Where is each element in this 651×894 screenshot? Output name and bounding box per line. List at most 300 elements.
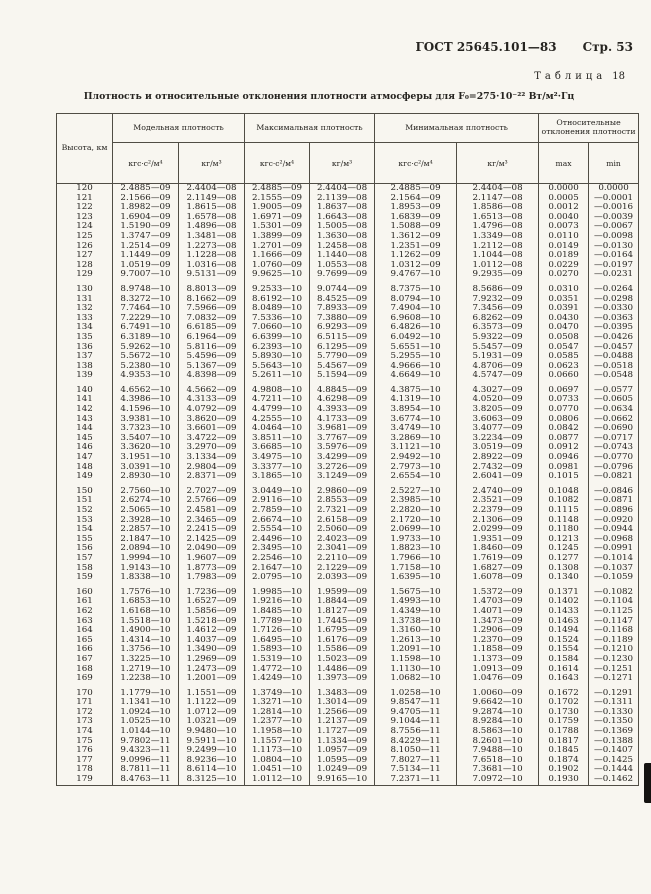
value-cell: 8.9284—10 xyxy=(457,717,539,727)
value-cell: 2.2857—10 xyxy=(113,525,179,535)
value-cell: 0.1115 xyxy=(539,506,589,516)
value-cell: 3.2970—09 xyxy=(179,443,245,453)
height-cell: 140 xyxy=(57,386,113,396)
value-cell: —0.1291 xyxy=(589,689,639,699)
value-cell: 0.1308 xyxy=(539,564,589,574)
value-cell: 0.0770 xyxy=(539,405,589,415)
value-cell: 9.8547—11 xyxy=(375,698,457,708)
value-cell: 8.3125—10 xyxy=(179,775,245,785)
value-cell: 1.2458—08 xyxy=(310,242,375,252)
value-cell: 1.2514—09 xyxy=(113,242,179,252)
value-cell: 1.4772—10 xyxy=(245,665,310,675)
value-cell: 4.1319—10 xyxy=(375,395,457,405)
table-row xyxy=(57,386,639,396)
value-cell: 1.3490—09 xyxy=(179,645,245,655)
value-cell: 8.4229—11 xyxy=(375,737,457,747)
value-cell: 1.4037—09 xyxy=(179,636,245,646)
value-cell: 2.5065—10 xyxy=(113,506,179,516)
value-cell: 2.5227—10 xyxy=(375,487,457,497)
value-cell: 2.8371—09 xyxy=(179,472,245,482)
value-cell: 2.4496—10 xyxy=(245,535,310,545)
table-row xyxy=(57,487,639,497)
value-cell: 3.4077—09 xyxy=(457,424,539,434)
value-cell: 0.1463 xyxy=(539,617,589,627)
value-cell: 9.7699—09 xyxy=(310,270,375,280)
value-cell: —0.0330 xyxy=(589,304,639,314)
value-cell: 2.9116—10 xyxy=(245,496,310,506)
value-cell: —0.1104 xyxy=(589,597,639,607)
height-cell: 148 xyxy=(57,463,113,473)
value-cell: 1.0519—09 xyxy=(113,261,179,271)
value-cell: 5.8930—10 xyxy=(245,352,310,362)
value-cell: 1.5218—09 xyxy=(179,617,245,627)
value-cell: 2.0299—09 xyxy=(457,525,539,535)
value-cell: 1.7126—10 xyxy=(245,626,310,636)
value-cell: 7.8027—11 xyxy=(375,756,457,766)
value-cell: 5.4596—09 xyxy=(179,352,245,362)
value-cell: 3.7323—10 xyxy=(113,424,179,434)
value-cell: 0.1082 xyxy=(539,496,589,506)
value-cell: 4.0520—09 xyxy=(457,395,539,405)
value-cell: 0.1433 xyxy=(539,607,589,617)
value-cell: 0.1584 xyxy=(539,655,589,665)
value-cell: 3.0519—09 xyxy=(457,443,539,453)
value-cell: —0.0846 xyxy=(589,487,639,497)
value-cell: 5.5643—10 xyxy=(245,362,310,372)
value-cell: 9.2874—10 xyxy=(457,708,539,718)
value-cell: 9.6642—10 xyxy=(457,698,539,708)
value-cell: 1.6578—08 xyxy=(179,213,245,223)
value-cell: 0.1245 xyxy=(539,544,589,554)
value-cell: 2.2379—09 xyxy=(457,506,539,516)
height-cell: 175 xyxy=(57,737,113,747)
value-cell: 4.9353—10 xyxy=(113,371,179,381)
table-row xyxy=(57,232,639,242)
value-cell: 0.0585 xyxy=(539,352,589,362)
value-cell: 2.2415—09 xyxy=(179,525,245,535)
value-cell: 1.0249—09 xyxy=(310,765,375,775)
value-cell: 2.9860—09 xyxy=(310,487,375,497)
value-cell: 1.2112—08 xyxy=(457,242,539,252)
group-header-model-density: Модельная плотность xyxy=(113,114,245,143)
value-cell: 9.7007—10 xyxy=(113,270,179,280)
table-row xyxy=(57,472,639,482)
value-cell: 1.0913—09 xyxy=(457,665,539,675)
table-row xyxy=(57,333,639,343)
table-row xyxy=(57,588,639,598)
value-cell: 1.0312—09 xyxy=(375,261,457,271)
value-cell: 5.1367—09 xyxy=(179,362,245,372)
value-cell: 1.2137—09 xyxy=(310,717,375,727)
value-cell: 1.3747—09 xyxy=(113,232,179,242)
value-cell: —0.0039 xyxy=(589,213,639,223)
height-cell: 171 xyxy=(57,698,113,708)
table-row xyxy=(57,194,639,204)
value-cell: 2.2820—10 xyxy=(375,506,457,516)
value-cell: 1.3014—09 xyxy=(310,698,375,708)
value-cell: 7.9488—10 xyxy=(457,746,539,756)
value-cell: 2.5060—09 xyxy=(310,525,375,535)
table-row xyxy=(57,443,639,453)
table-row xyxy=(57,261,639,271)
unit-header-kgf: кгс·с²/м⁴ xyxy=(245,143,310,184)
value-cell: 3.4975—10 xyxy=(245,453,310,463)
height-cell: 178 xyxy=(57,765,113,775)
value-cell: 2.1139—08 xyxy=(310,194,375,204)
height-cell: 120 xyxy=(57,184,113,194)
value-cell: 1.0321—09 xyxy=(179,717,245,727)
value-cell: 0.1930 xyxy=(539,775,589,785)
value-cell: 1.6513—08 xyxy=(457,213,539,223)
value-cell: 1.6495—10 xyxy=(245,636,310,646)
table-row xyxy=(57,463,639,473)
table-row xyxy=(57,698,639,708)
value-cell: 9.9165—10 xyxy=(310,775,375,785)
value-cell: 1.8615—08 xyxy=(179,203,245,213)
value-cell: 1.0957—09 xyxy=(310,746,375,756)
value-cell: 0.1180 xyxy=(539,525,589,535)
value-cell: 1.8127—09 xyxy=(310,607,375,617)
value-cell: 1.7576—10 xyxy=(113,588,179,598)
value-cell: 4.3875—10 xyxy=(375,386,457,396)
value-cell: —0.0662 xyxy=(589,415,639,425)
value-cell: 1.3899—09 xyxy=(245,232,310,242)
value-cell: 1.1228—08 xyxy=(179,251,245,261)
value-cell: 0.0073 xyxy=(539,222,589,232)
value-cell: 1.1122—09 xyxy=(179,698,245,708)
value-cell: 2.1149—08 xyxy=(179,194,245,204)
value-cell: 2.8922—09 xyxy=(457,453,539,463)
page-number: Стр. 53 xyxy=(582,40,633,54)
value-cell: 9.4705—11 xyxy=(375,708,457,718)
value-cell: 1.2613—10 xyxy=(375,636,457,646)
value-cell: 1.8485—10 xyxy=(245,607,310,617)
value-cell: 8.9748—10 xyxy=(113,285,179,295)
value-cell: 1.2701—09 xyxy=(245,242,310,252)
value-cell: 1.2351—09 xyxy=(375,242,457,252)
height-cell: 128 xyxy=(57,261,113,271)
table-title: Плотность и относительные отклонения плотности атмосферы для F₀=275·10⁻²² Вт/м²·Гц xyxy=(83,91,575,102)
value-cell: 7.6518—10 xyxy=(457,756,539,766)
value-cell: 7.3681—10 xyxy=(457,765,539,775)
value-cell: 1.4703—09 xyxy=(457,597,539,607)
height-cell: 165 xyxy=(57,636,113,646)
value-cell: 3.0391—10 xyxy=(113,463,179,473)
value-cell: 7.3880—09 xyxy=(310,314,375,324)
table-row xyxy=(57,285,639,295)
value-cell: 2.1847—10 xyxy=(113,535,179,545)
value-cell: 2.4404—08 xyxy=(310,184,375,194)
value-cell: 6.9608—10 xyxy=(375,314,457,324)
height-cell: 154 xyxy=(57,525,113,535)
height-cell: 147 xyxy=(57,453,113,463)
value-cell: 1.6904—09 xyxy=(113,213,179,223)
value-cell: 3.9381—10 xyxy=(113,415,179,425)
value-cell: 0.0912 xyxy=(539,443,589,453)
value-cell: 0.1048 xyxy=(539,487,589,497)
value-cell: 1.0112—10 xyxy=(245,775,310,785)
value-cell: 1.9005—09 xyxy=(245,203,310,213)
height-cell: 129 xyxy=(57,270,113,280)
value-cell: 1.4486—09 xyxy=(310,665,375,675)
value-cell: 4.5662—09 xyxy=(179,386,245,396)
value-cell: 7.2229—10 xyxy=(113,314,179,324)
value-cell: —0.1425 xyxy=(589,756,639,766)
value-cell: 1.3749—10 xyxy=(245,689,310,699)
value-cell: 6.0492—10 xyxy=(375,333,457,343)
value-cell: 1.1779—10 xyxy=(113,689,179,699)
value-cell: 9.4323—11 xyxy=(113,746,179,756)
value-cell: 9.9480—10 xyxy=(179,727,245,737)
table-row xyxy=(57,737,639,747)
value-cell: 1.6839—09 xyxy=(375,213,457,223)
value-cell: 7.8933—09 xyxy=(310,304,375,314)
table-row xyxy=(57,496,639,506)
value-cell: —0.0298 xyxy=(589,295,639,305)
value-cell: 3.9681—09 xyxy=(310,424,375,434)
value-cell: 1.8637—08 xyxy=(310,203,375,213)
value-cell: —0.0968 xyxy=(589,535,639,545)
value-cell: 7.5134—11 xyxy=(375,765,457,775)
height-cell: 123 xyxy=(57,213,113,223)
value-cell: 0.0430 xyxy=(539,314,589,324)
value-cell: 1.2238—10 xyxy=(113,674,179,684)
value-cell: 1.6395—10 xyxy=(375,573,457,583)
value-cell: —0.1444 xyxy=(589,765,639,775)
value-cell: 0.1015 xyxy=(539,472,589,482)
value-cell: 1.0595—09 xyxy=(310,756,375,766)
group-header-relative-deviations: Относительные отклонения плотности xyxy=(539,114,639,143)
value-cell: 1.2566—09 xyxy=(310,708,375,718)
value-cell: 2.2110—09 xyxy=(310,554,375,564)
value-cell: 0.0000 xyxy=(589,184,639,194)
value-cell: 1.0112—08 xyxy=(457,261,539,271)
value-cell: 2.7560—10 xyxy=(113,487,179,497)
value-cell: —0.0796 xyxy=(589,463,639,473)
value-cell: —0.1037 xyxy=(589,564,639,574)
value-cell: 1.0924—10 xyxy=(113,708,179,718)
value-cell: 5.9322—09 xyxy=(457,333,539,343)
value-cell: 6.9293—09 xyxy=(310,323,375,333)
height-cell: 158 xyxy=(57,564,113,574)
value-cell: —0.0896 xyxy=(589,506,639,516)
value-cell: 1.0760—09 xyxy=(245,261,310,271)
value-cell: 5.1931—09 xyxy=(457,352,539,362)
value-cell: 0.0005 xyxy=(539,194,589,204)
height-cell: 121 xyxy=(57,194,113,204)
height-cell: 124 xyxy=(57,222,113,232)
value-cell: 5.9262—10 xyxy=(113,343,179,353)
value-cell: 2.1720—10 xyxy=(375,516,457,526)
value-cell: 7.5336—10 xyxy=(245,314,310,324)
value-cell: 2.4885—09 xyxy=(245,184,310,194)
value-cell: 1.8823—10 xyxy=(375,544,457,554)
table-row xyxy=(57,544,639,554)
value-cell: —0.1230 xyxy=(589,655,639,665)
value-cell: 1.7789—10 xyxy=(245,617,310,627)
value-cell: 6.7491—10 xyxy=(113,323,179,333)
value-cell: 3.2234—09 xyxy=(457,434,539,444)
value-cell: 0.1402 xyxy=(539,597,589,607)
table-row xyxy=(57,765,639,775)
height-cell: 126 xyxy=(57,242,113,252)
unit-header-kg: кг/м³ xyxy=(310,143,375,184)
table-row xyxy=(57,554,639,564)
value-cell: —0.1014 xyxy=(589,554,639,564)
value-cell: 1.5319—10 xyxy=(245,655,310,665)
gost-number: ГОСТ 25645.101—83 xyxy=(415,40,557,54)
value-cell: —0.1330 xyxy=(589,708,639,718)
table-row xyxy=(57,203,639,213)
table-row xyxy=(57,506,639,516)
height-cell: 146 xyxy=(57,443,113,453)
value-cell: 6.1295—09 xyxy=(310,343,375,353)
height-cell: 141 xyxy=(57,395,113,405)
value-cell: —0.1462 xyxy=(589,775,639,785)
value-cell: 1.0144—10 xyxy=(113,727,179,737)
height-cell: 179 xyxy=(57,775,113,785)
value-cell: 1.4900—10 xyxy=(113,626,179,636)
value-cell: 1.3756—10 xyxy=(113,645,179,655)
value-cell: 2.7973—10 xyxy=(375,463,457,473)
value-cell: 1.9994—10 xyxy=(113,554,179,564)
table-row xyxy=(57,617,639,627)
value-cell: 0.1902 xyxy=(539,765,589,775)
table-row xyxy=(57,535,639,545)
value-cell: 0.0310 xyxy=(539,285,589,295)
group-header-row xyxy=(57,114,639,143)
value-cell: 1.3612—09 xyxy=(375,232,457,242)
value-cell: 8.9236—10 xyxy=(179,756,245,766)
height-cell: 167 xyxy=(57,655,113,665)
value-cell: —0.0871 xyxy=(589,496,639,506)
table-row xyxy=(57,352,639,362)
value-cell: 2.7432—09 xyxy=(457,463,539,473)
value-cell: —0.0231 xyxy=(589,270,639,280)
value-cell: 0.0697 xyxy=(539,386,589,396)
value-cell: 4.1733—09 xyxy=(310,415,375,425)
value-cell: 1.3738—10 xyxy=(375,617,457,627)
table-row xyxy=(57,415,639,425)
value-cell: 3.4749—10 xyxy=(375,424,457,434)
value-cell: 2.6158—09 xyxy=(310,516,375,526)
value-cell: 1.8953—09 xyxy=(375,203,457,213)
height-cell: 153 xyxy=(57,516,113,526)
value-cell: 2.0699—10 xyxy=(375,525,457,535)
table-row xyxy=(57,674,639,684)
value-cell: 4.9666—10 xyxy=(375,362,457,372)
value-cell: 4.8706—09 xyxy=(457,362,539,372)
height-cell: 169 xyxy=(57,674,113,684)
value-cell: 8.2601—10 xyxy=(457,737,539,747)
value-cell: 6.3573—09 xyxy=(457,323,539,333)
value-cell: 1.1173—10 xyxy=(245,746,310,756)
value-cell: 8.1662—09 xyxy=(179,295,245,305)
value-cell: 0.0391 xyxy=(539,304,589,314)
value-cell: 6.8262—09 xyxy=(457,314,539,324)
value-cell: —0.0920 xyxy=(589,516,639,526)
value-cell: 7.7464—10 xyxy=(113,304,179,314)
value-cell: 2.6274—10 xyxy=(113,496,179,506)
value-cell: 2.1425—09 xyxy=(179,535,245,545)
value-cell: —0.1369 xyxy=(589,727,639,737)
value-cell: 4.6298—09 xyxy=(310,395,375,405)
doc-header xyxy=(415,40,633,54)
value-cell: 1.6527—09 xyxy=(179,597,245,607)
table-row xyxy=(57,756,639,766)
value-cell: —0.1168 xyxy=(589,626,639,636)
height-cell: 143 xyxy=(57,415,113,425)
value-cell: 1.5023—09 xyxy=(310,655,375,665)
value-cell: 2.4581—09 xyxy=(179,506,245,516)
value-cell: 6.2393—10 xyxy=(245,343,310,353)
value-cell: 4.6649—10 xyxy=(375,371,457,381)
value-cell: —0.0548 xyxy=(589,371,639,381)
value-cell: 8.4525—09 xyxy=(310,295,375,305)
value-cell: —0.1350 xyxy=(589,717,639,727)
value-cell: 1.8844—09 xyxy=(310,597,375,607)
unit-header-kg: кг/м³ xyxy=(457,143,539,184)
height-cell: 159 xyxy=(57,573,113,583)
value-cell: 0.1672 xyxy=(539,689,589,699)
value-cell: 2.7321—09 xyxy=(310,506,375,516)
value-cell: 0.0189 xyxy=(539,251,589,261)
value-cell: 3.2869—10 xyxy=(375,434,457,444)
value-cell: 1.5893—10 xyxy=(245,645,310,655)
value-cell: 1.2001—09 xyxy=(179,674,245,684)
height-cell: 156 xyxy=(57,544,113,554)
value-cell: 0.0470 xyxy=(539,323,589,333)
value-cell: 0.0229 xyxy=(539,261,589,271)
table-row xyxy=(57,607,639,617)
value-cell: 2.1564—09 xyxy=(375,194,457,204)
value-cell: 1.4796—08 xyxy=(457,222,539,232)
value-cell: 2.9492—10 xyxy=(375,453,457,463)
value-cell: 2.0490—09 xyxy=(179,544,245,554)
value-cell: 1.0712—09 xyxy=(179,708,245,718)
value-cell: 1.0682—10 xyxy=(375,674,457,684)
value-cell: 1.8338—10 xyxy=(113,573,179,583)
value-cell: 0.0508 xyxy=(539,333,589,343)
value-cell: 1.5856—09 xyxy=(179,607,245,617)
height-cell: 157 xyxy=(57,554,113,564)
value-cell: 1.1334—09 xyxy=(310,737,375,747)
value-cell: 2.3521—09 xyxy=(457,496,539,506)
value-cell: 1.1440—08 xyxy=(310,251,375,261)
value-cell: 1.3630—08 xyxy=(310,232,375,242)
value-cell: 1.8586—08 xyxy=(457,203,539,213)
table-row xyxy=(57,434,639,444)
value-cell: 1.6643—08 xyxy=(310,213,375,223)
value-cell: 1.0060—09 xyxy=(457,689,539,699)
value-cell: 1.5586—09 xyxy=(310,645,375,655)
value-cell: 3.1334—09 xyxy=(179,453,245,463)
value-cell: —0.0457 xyxy=(589,343,639,353)
value-cell: 2.4885—09 xyxy=(375,184,457,194)
table-row xyxy=(57,295,639,305)
value-cell: 1.3473—09 xyxy=(457,617,539,627)
density-table xyxy=(56,113,639,786)
value-cell: 1.3160—10 xyxy=(375,626,457,636)
height-cell: 162 xyxy=(57,607,113,617)
value-cell: 5.2380—10 xyxy=(113,362,179,372)
value-cell: 0.1788 xyxy=(539,727,589,737)
value-cell: 0.0547 xyxy=(539,343,589,353)
value-cell: 7.3456—09 xyxy=(457,304,539,314)
column-header-height: Высота, км xyxy=(57,114,113,184)
value-cell: 1.9607—09 xyxy=(179,554,245,564)
value-cell: —0.1407 xyxy=(589,746,639,756)
